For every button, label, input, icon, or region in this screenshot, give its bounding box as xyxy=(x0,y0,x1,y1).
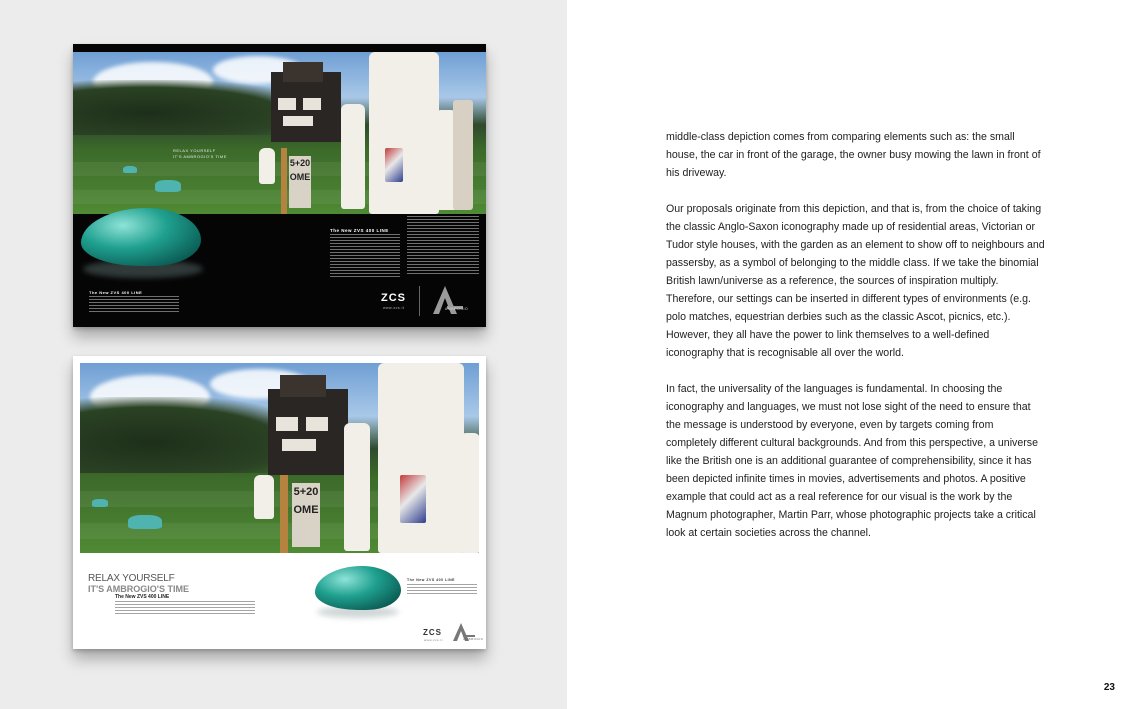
mower-small-icon xyxy=(92,499,108,507)
ad-dark-tagline-1: RELAX YOURSELF xyxy=(173,148,216,153)
ad-dark-body-copy-3 xyxy=(89,296,179,312)
right-page xyxy=(567,0,1134,709)
ad-light-product-line-right: The New ZVS 400 LINE xyxy=(407,578,455,582)
zcs-logo: ZCS xyxy=(423,628,442,637)
ad-mockup-light xyxy=(73,356,486,649)
ad-mockup-dark xyxy=(73,44,486,327)
zcs-logo: ZCS xyxy=(381,292,406,304)
paragraph-2: Our proposals originate from this depiction, and that is, from the choice of taking the classic Anglo-Saxon iconography made up of residential areas, Victorian or Tudor style houses, with the garden as an element to show off to neighbours and passersby, as a symbol of belonging to the middle class. If we take the binomial British lawn/universe as a reference, the sources of inspiration multiply. Therefore, our settings can be inserted in different types of environments (e.g. polo matches, equestrian derbies such as the classic Ascot, picnics, etc.). However, they all have the power to link themselves to a well-defined iconography that is recognisable all over the world. xyxy=(666,203,1045,359)
ad-dark-photo xyxy=(73,52,486,214)
zcs-logo-sub: www.zcs.it xyxy=(383,306,405,310)
ad-dark-product-line: The New ZVS 400 LINE xyxy=(330,228,389,233)
ad-light-tagline-2: IT'S AMBROGIO'S TIME xyxy=(88,584,189,594)
ad-light-body-copy-2 xyxy=(407,584,477,594)
scoreboard-score: 5+20 xyxy=(289,158,311,168)
scoreboard-sub: OME xyxy=(289,172,311,182)
ambrogio-logo-text: AMBROGIO xyxy=(463,637,484,641)
scoreboard-score: 5+20 xyxy=(293,486,319,498)
scoreboard xyxy=(292,483,320,547)
ad-dark-body-copy-1 xyxy=(330,234,400,278)
page-number: 23 xyxy=(1103,682,1115,693)
ad-light-tagline-1: RELAX YOURSELF xyxy=(88,573,175,584)
paragraph-3: In fact, the universality of the languages is fundamental. In choosing the iconography and languages, we must not lose sight of the need to ensure that the message is understood by everyone, even by targets coming from completely different cultural backgrounds. And from this perspective, a universe like the British one is an additional guarantee of comprehensibility, since it has been depicted infinite times in movies, advertisements and photos. A positive example that could act as a real reference for our visual is the work by the Magnum photographer, Martin Parr, whose photographic projects take a critical look at certain societies across the channel. xyxy=(666,383,1038,539)
zcs-logo-sub: www.zcs.it xyxy=(424,638,444,642)
ambrogio-logo-text: AMBROGIO xyxy=(445,307,469,311)
mower-small-icon xyxy=(123,166,137,173)
scoreboard-sub: OME xyxy=(293,504,319,516)
ad-dark-product-line-left: The New ZVS 400 LINE xyxy=(89,290,143,295)
mower-medium-icon xyxy=(155,180,181,192)
mower-product-image xyxy=(315,566,401,610)
ad-light-photo xyxy=(80,363,479,553)
ad-light-product-line: The New ZVS 400 LINE xyxy=(115,594,170,600)
mower-medium-icon xyxy=(128,515,162,529)
mower-product-image xyxy=(81,208,201,266)
ad-dark-tagline-2: IT'S AMBROGIO'S TIME xyxy=(173,154,227,159)
ambrogio-logo-icon xyxy=(429,284,467,316)
paragraph-1: middle-class depiction comes from comparing elements such as: the small house, the car in front of the garage, the owner busy mowing the lawn in front of his driveway. xyxy=(666,131,1041,179)
ad-light-body-copy-1 xyxy=(115,601,255,614)
ad-dark-body-copy-2 xyxy=(407,216,479,276)
scoreboard xyxy=(289,156,311,208)
body-text-column xyxy=(666,128,1046,560)
